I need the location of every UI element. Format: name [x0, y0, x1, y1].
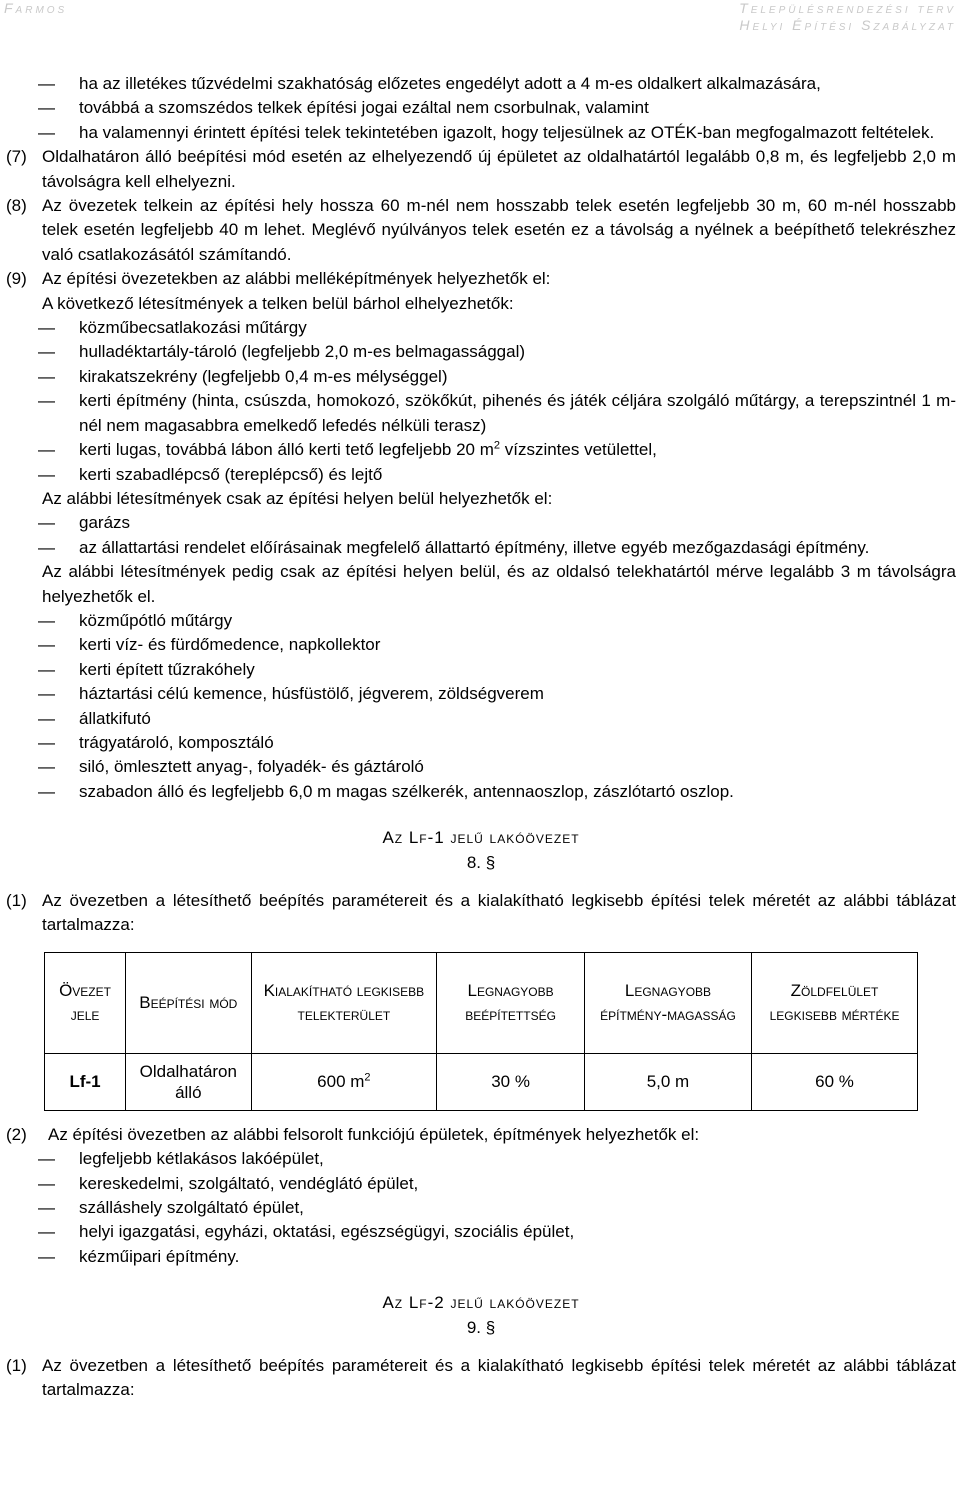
header-right-line1: Településrendezési terv — [739, 0, 956, 16]
paragraph-number: (9) — [6, 269, 27, 289]
list-item: — állatkifutó — [6, 707, 956, 731]
paragraph-text: Az övezetben a létesíthető beépítés paramétereit és a kialakítható legkisebb építési telek méretét az alábbi táblázat tartalmazza: — [42, 1356, 956, 1400]
list-item: — szálláshely szolgáltató épület, — [6, 1196, 956, 1220]
paragraph-number: (1) — [6, 1356, 27, 1376]
document-body — [6, 72, 956, 1403]
intro-text: Az alábbi létesítmények csak az építési helyen belül helyezhetők el: — [42, 488, 553, 508]
intro-text: Az alábbi létesítmények pedig csak az építési helyen belül, és az oldalsó telekhatártól mérve legalább 3 m távolságra helyezhetők el. — [42, 562, 956, 606]
table-cell-area — [251, 1053, 437, 1110]
section-title: Az Lf-1 jelű lakóövezet — [382, 828, 580, 848]
table-cell-height: 5,0 m — [584, 1053, 751, 1110]
table-cell-coverage: 30 % — [437, 1053, 585, 1110]
section-number: 9. § — [466, 1317, 496, 1337]
table-cell-green: 60 % — [752, 1053, 918, 1110]
list-item: — kerti szabadlépcső (tereplépcső) és lejtő — [6, 463, 956, 487]
table-header-cell: Beépítési mód — [126, 952, 251, 1053]
superscript: 2 — [364, 1070, 371, 1083]
list-item: — közműbecsatlakozási műtárgy — [6, 316, 956, 340]
list-item: — legfeljebb kétlakásos lakóépület, — [6, 1147, 956, 1171]
section8-paragraph-1 — [6, 889, 956, 938]
parameters-table — [44, 952, 918, 1111]
paragraph-7 — [6, 145, 956, 194]
section8-paragraph-2 — [6, 1123, 956, 1147]
list-item: — kereskedelmi, szolgáltató, vendéglátó épület, — [6, 1172, 956, 1196]
list-item: — kerti építmény (hinta, csúszda, homokozó, szökőkút, pihenés és játék céljára szolgáló műtárgy, a terepszintnél 1 m-nél nem magasabbra emelkedő lefedés nélküli terasz) — [6, 389, 956, 438]
list-item: — hulladéktartály-tároló (legfeljebb 2,0 m-es belmagassággal) — [6, 340, 956, 364]
paragraph-text: Az építési övezetben az alábbi felsorolt funkciójú épületek, építmények helyezhetők el: — [48, 1124, 700, 1144]
list-item: — háztartási célú kemence, húsfüstölő, jégverem, zöldségverem — [6, 682, 956, 706]
paragraph-number: (1) — [6, 891, 27, 910]
table-header-cell: Övezet jele — [45, 952, 126, 1053]
paragraph-text: Az övezetben a létesíthető beépítés paramétereit és a kialakítható legkisebb építési telek méretét az alábbi táblázat tartalmazza: — [42, 891, 956, 935]
table-cell-zone: Lf-1 — [45, 1053, 126, 1110]
list-item: — közműpótló műtárgy — [6, 609, 956, 633]
table-header-cell: Legnagyobb beépítettség — [437, 952, 585, 1053]
paragraph-number: (2) — [6, 1124, 27, 1144]
header-right — [636, 0, 956, 33]
list-item: — kerti épített tűzrakóhely — [6, 658, 956, 682]
intro-text: A következő létesítmények a telken belül bárhol elhelyezhetők: — [42, 293, 514, 313]
lugas-tail: vízszintes vetülettel, — [500, 440, 657, 460]
table-header-cell: Legnagyobb építmény-magasság — [584, 952, 751, 1053]
paragraph-number: (8) — [6, 196, 27, 216]
list-item: — trágyatároló, komposztáló — [6, 731, 956, 755]
table-row — [45, 1053, 918, 1110]
section-title: Az Lf-2 jelű lakóövezet — [382, 1293, 580, 1313]
list-item: — kirakatszekrény (legfeljebb 0,4 m-es mélységgel) — [6, 365, 956, 389]
table-cell-mode: Oldalhatáron álló — [126, 1053, 251, 1110]
list-item: — szabadon álló és legfeljebb 6,0 m magas szélkerék, antennaoszlop, zászlótartó oszlop. — [6, 780, 956, 804]
paragraph-number: (7) — [6, 147, 27, 167]
header-left: Farmos — [4, 0, 68, 16]
table-header-cell: Zöldfelület legkisebb mértéke — [752, 952, 918, 1053]
list-item: — helyi igazgatási, egyházi, oktatási, egészségügyi, szociális épület, — [6, 1220, 956, 1244]
table-header-cell: Kialakítható legkisebb telekterület — [251, 952, 437, 1053]
table-header-row — [45, 952, 918, 1053]
section9-paragraph-1 — [6, 1354, 956, 1403]
header-right-line2: Helyi Építési Szabályzat — [739, 17, 956, 33]
paragraph-8 — [6, 194, 956, 267]
paragraph-text: Az övezetek telkein az építési hely hossza 60 m-nél nem hosszabb telek esetén legfeljebb 30 m, 60 m-nél hosszabb telek esetén legfeljebb 40 m lehet. Meglévő nyúlványos telek esetén ez a távolság a nyélnek a beépíthető telekrészhez való csatlakozásától számítandó. — [42, 196, 956, 264]
list-item: — siló, ömlesztett anyag-, folyadék- és gáztároló — [6, 755, 956, 779]
list-item: — ha az illetékes tűzvédelmi szakhatóság előzetes engedélyt adott a 4 m-es oldalkert alkalmazására, — [6, 72, 956, 96]
lugas-text: kerti lugas, továbbá lábon álló kerti tető legfeljebb 20 m — [79, 440, 494, 460]
paragraph-9 — [6, 267, 956, 291]
section-number: 8. § — [466, 852, 496, 872]
list-item: — garázs — [6, 511, 956, 535]
list-item: — az állattartási rendelet előírásainak megfelelő állattartó építmény, illetve egyéb mezőgazdasági építmény. — [6, 536, 956, 560]
area-value: 600 m — [317, 1071, 365, 1091]
list-item: — továbbá a szomszédos telkek építési jogai ezáltal nem csorbulnak, valamint — [6, 96, 956, 120]
list-item: — ha valamennyi érintett építési telek tekintetében igazolt, hogy teljesülnek az OTÉK-ban megfogalmazott feltételek. — [6, 121, 956, 145]
superscript: 2 — [493, 439, 500, 452]
list-item: — kézműipari építmény. — [6, 1245, 956, 1269]
paragraph-text: Az építési övezetekben az alábbi melléképítmények helyezhetők el: — [42, 269, 551, 289]
list-item: — kerti víz- és fürdőmedence, napkollektor — [6, 633, 956, 657]
paragraph-text: Oldalhatáron álló beépítési mód esetén az elhelyezendő új épületet az oldalhatártól legalább 0,8 m, és legfeljebb 2,0 m távolságra kell elhelyezni. — [42, 147, 956, 191]
list-item — [6, 438, 956, 462]
